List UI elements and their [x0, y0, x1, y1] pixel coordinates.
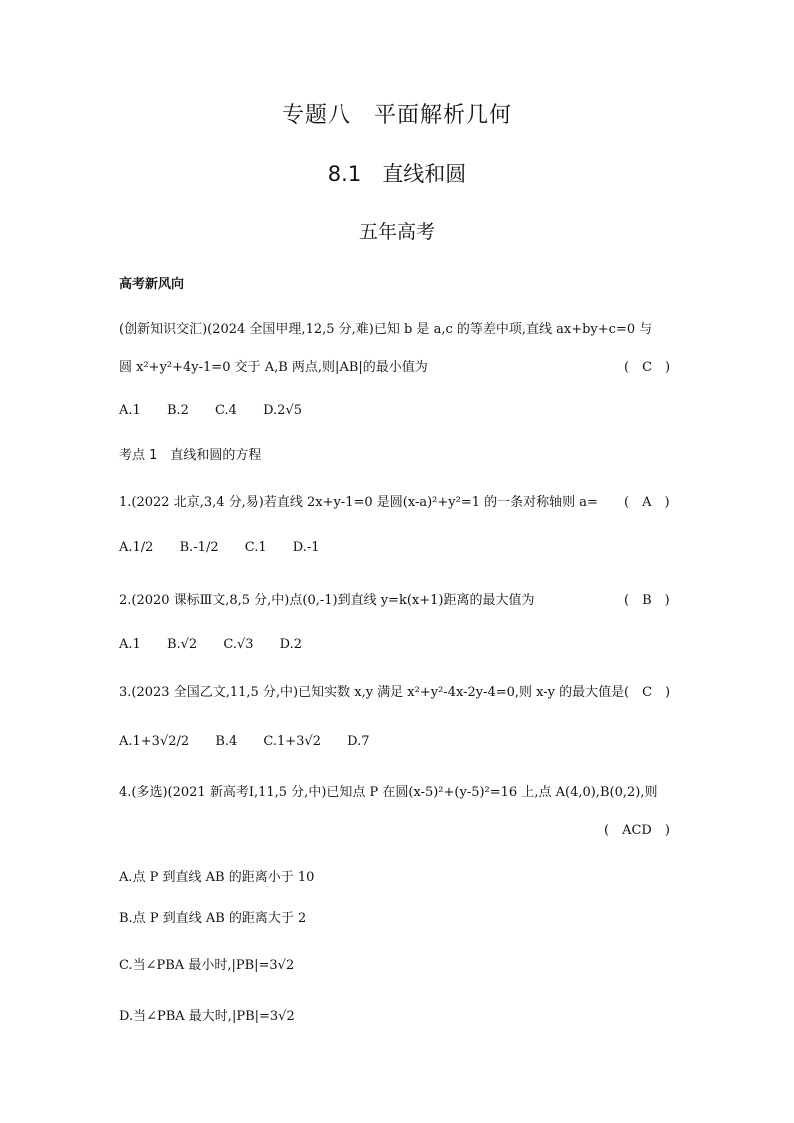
option-d: D.7	[347, 734, 370, 749]
q2-options	[119, 637, 324, 652]
q2-text: 2.(2020 课标Ⅲ文,8,5 分,中)点(0,-1)到直线 y=k(x+1)距离的最大值为	[119, 593, 535, 608]
option-a: A.1+3√2/2	[119, 734, 190, 749]
new-direction-heading: 高考新风向	[119, 277, 185, 292]
option-b: B.√2	[166, 637, 198, 652]
option-b: B.2	[166, 403, 189, 418]
q1-options	[119, 540, 342, 555]
option-d: D.2	[279, 637, 303, 652]
option-b: B.4	[215, 734, 238, 749]
q4-option-b: B.点 P 到直线 AB 的距离大于 2	[119, 911, 307, 926]
kaodian-heading: 考点 1 直线和圆的方程	[119, 448, 262, 463]
new-direction-answer: ( C )	[624, 360, 671, 375]
option-a: A.1	[119, 637, 141, 652]
option-d: D.-1	[292, 540, 320, 555]
option-c: C.1	[244, 540, 267, 555]
page-title: 专题八 平面解析几何	[281, 103, 512, 128]
option-a: A.1/2	[119, 540, 154, 555]
q4-text: 4.(多选)(2021 新高考Ⅰ,11,5 分,中)已知点 P 在圆(x-5)²+(y-5)²=16 上,点 A(4,0),B(0,2),则	[119, 785, 658, 800]
section-subtitle: 8.1 直线和圆	[327, 162, 467, 186]
q4-option-c: C.当∠PBA 最小时,|PB|=3√2	[119, 958, 295, 973]
q3-text: 3.(2023 全国乙文,11,5 分,中)已知实数 x,y 满足 x²+y²-4x-2y-4=0,则 x-y 的最大值是	[119, 685, 625, 700]
q3-answer: ( C )	[624, 685, 671, 700]
option-c: C.1+3√2	[263, 734, 322, 749]
option-c: C.4	[215, 403, 237, 418]
q4-option-a: A.点 P 到直线 AB 的距离小于 10	[119, 870, 315, 885]
q1-text: 1.(2022 北京,3,4 分,易)若直线 2x+y-1=0 是圆(x-a)²+y²=1 的一条对称轴则 a=	[119, 495, 598, 510]
q3-options	[119, 734, 392, 749]
option-b: B.-1/2	[179, 540, 219, 555]
new-direction-question-line2: 圆 x²+y²+4y-1=0 交于 A,B 两点,则|AB|的最小值为	[119, 360, 428, 375]
new-direction-options	[119, 403, 324, 418]
section-title: 五年高考	[358, 221, 435, 243]
option-c: C.√3	[223, 637, 254, 652]
option-a: A.1	[119, 403, 141, 418]
new-direction-question-line1: (创新知识交汇)(2024 全国甲理,12,5 分,难)已知 b 是 a,c 的等差中项,直线 ax+by+c=0 与	[119, 322, 653, 337]
q4-answer: ( ACD )	[604, 823, 670, 838]
option-d: D.2√5	[263, 403, 302, 418]
q1-answer: ( A )	[624, 495, 670, 510]
q4-option-d: D.当∠PBA 最大时,|PB|=3√2	[119, 1009, 295, 1024]
q2-answer: ( B )	[624, 593, 670, 608]
